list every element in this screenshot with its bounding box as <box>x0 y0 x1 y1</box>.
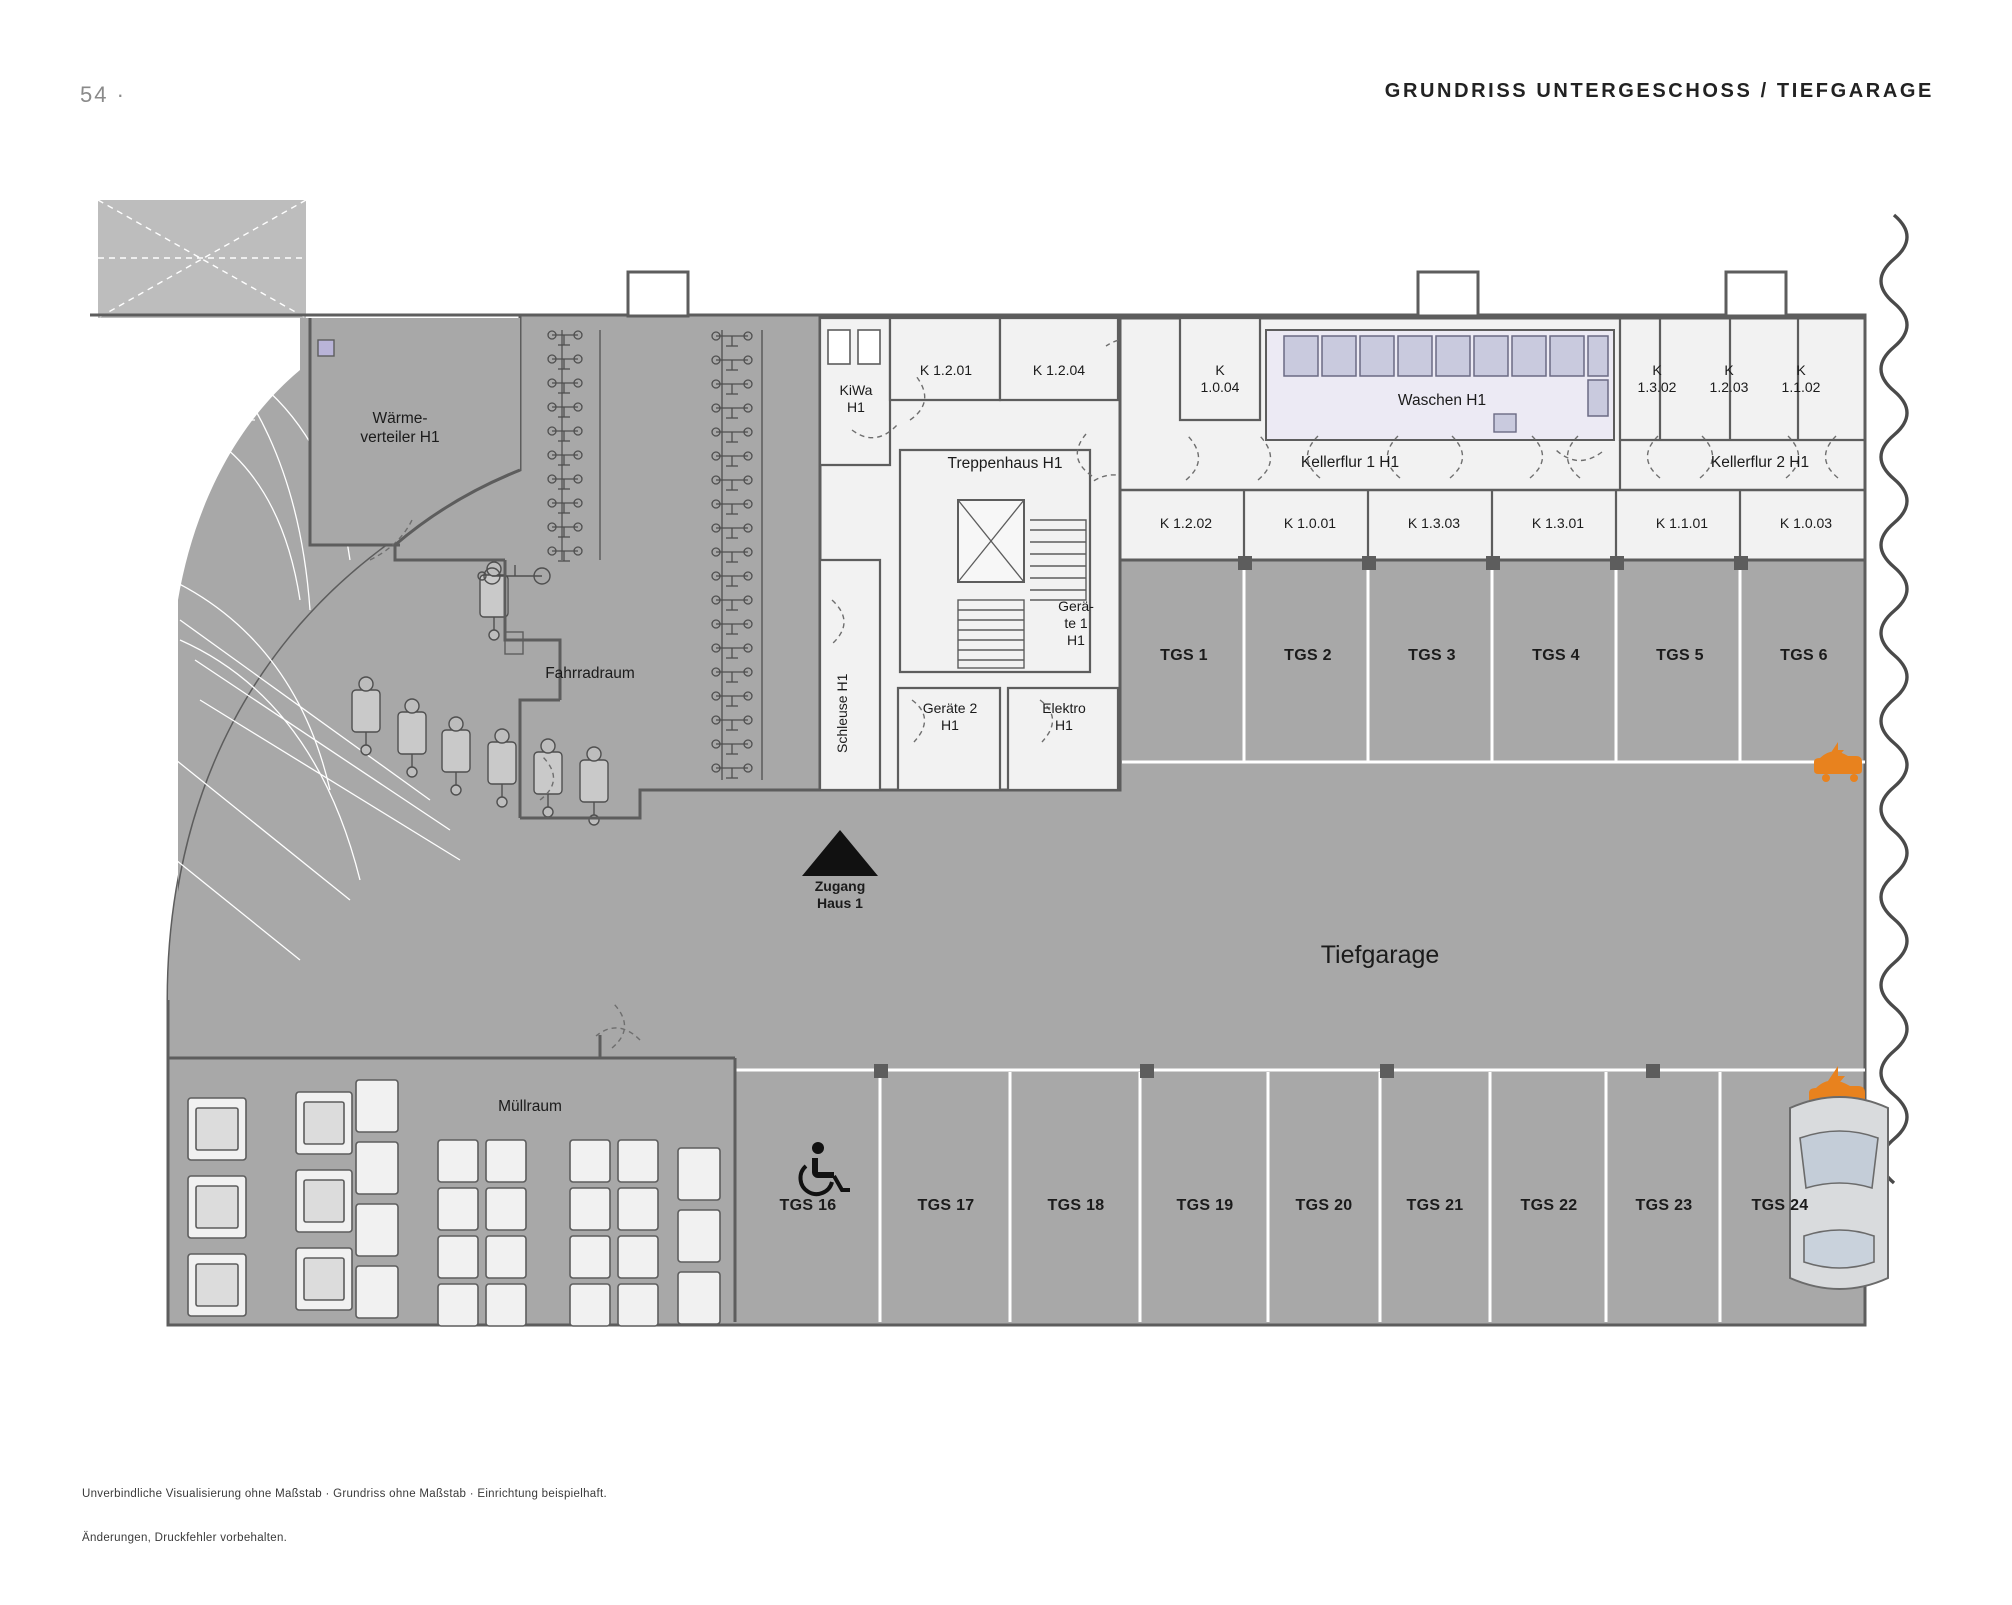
cellar-label-k-1-0-04: K 1.0.04 <box>1200 362 1240 396</box>
cellar-label-k-1-3-03: K 1.3.03 <box>1407 515 1461 531</box>
parking-label-tgs-24: TGS 24 <box>1751 1197 1809 1214</box>
parking-label-tgs-22: TGS 22 <box>1520 1197 1578 1214</box>
parking-label-tgs-17: TGS 17 <box>917 1197 975 1214</box>
cellar-label-k-1-3-02: K 1.3.02 <box>1637 362 1677 396</box>
footnote-disclaimer: Unverbindliche Visualisierung ohne Maßstab · Grundriss ohne Maßstab · Einrichtung beispielhaft. <box>82 1488 607 1500</box>
cellar-label-k-1-1-01: K 1.1.01 <box>1655 515 1709 531</box>
room-label-elektro: Elektro H1 <box>1042 700 1086 734</box>
wall-protrusions <box>628 272 1786 316</box>
cellar-label-k-1-3-01: K 1.3.01 <box>1531 515 1585 531</box>
cellar-label-k-1-2-04: K 1.2.04 <box>1032 362 1086 378</box>
parking-label-tgs-1: TGS 1 <box>1160 647 1208 664</box>
room-label-kellerflur-2: Kellerflur 2 H1 <box>1710 454 1810 471</box>
footnote-changes: Änderungen, Druckfehler vorbehalten. <box>82 1532 288 1544</box>
access-label-haus-1: Zugang Haus 1 <box>814 878 866 912</box>
parking-label-tgs-20: TGS 20 <box>1295 1197 1353 1214</box>
parking-label-tgs-4: TGS 4 <box>1532 647 1580 664</box>
room-label-kiwa: KiWa H1 <box>839 382 873 416</box>
room-label-geraete-1: Gerä- te 1 H1 <box>1058 598 1094 649</box>
parking-label-tgs-2: TGS 2 <box>1284 647 1332 664</box>
area-label-tiefgarage: Tiefgarage <box>1320 941 1440 969</box>
room-label-schleuse: Schleuse H1 <box>834 673 850 753</box>
cellar-label-k-1-2-02: K 1.2.02 <box>1159 515 1213 531</box>
room-label-waschen: Waschen H1 <box>1397 392 1487 409</box>
cellar-label-k-1-1-02: K 1.1.02 <box>1781 362 1821 396</box>
parking-label-tgs-6: TGS 6 <box>1780 647 1828 664</box>
room-label-treppenhaus: Treppenhaus H1 <box>947 455 1063 472</box>
cellar-label-k-1-0-03: K 1.0.03 <box>1779 515 1833 531</box>
parking-label-tgs-23: TGS 23 <box>1635 1197 1693 1214</box>
cellar-label-k-1-2-03: K 1.2.03 <box>1709 362 1749 396</box>
parking-label-tgs-3: TGS 3 <box>1408 647 1456 664</box>
cellar-label-k-1-0-01: K 1.0.01 <box>1283 515 1337 531</box>
page-title: GRUNDRISS UNTERGESCHOSS / TIEFGARAGE <box>1384 80 1934 102</box>
parking-label-tgs-18: TGS 18 <box>1047 1197 1105 1214</box>
cellar-label-k-1-2-01: K 1.2.01 <box>919 362 973 378</box>
room-label-waermeverteiler: Wärme- verteiler H1 <box>360 410 440 446</box>
terrain-edge-wavy <box>1881 215 1907 1183</box>
muellraum <box>168 1080 735 1326</box>
page-number: 54 · <box>80 82 126 107</box>
parking-label-tgs-16: TGS 16 <box>779 1197 837 1214</box>
core-rooms <box>820 318 1150 790</box>
parking-label-tgs-19: TGS 19 <box>1176 1197 1234 1214</box>
parked-car-icon <box>1790 1097 1888 1289</box>
parking-label-tgs-21: TGS 21 <box>1406 1197 1464 1214</box>
parking-label-tgs-5: TGS 5 <box>1656 647 1704 664</box>
room-label-fahrradraum: Fahrradraum <box>545 665 635 682</box>
cellar-block <box>1120 318 1865 560</box>
room-label-muellraum: Müllraum <box>498 1098 562 1115</box>
room-label-geraete-2: Geräte 2 H1 <box>922 700 978 734</box>
driveway-ramp <box>98 200 306 318</box>
room-label-kellerflur-1: Kellerflur 1 H1 <box>1300 454 1400 471</box>
